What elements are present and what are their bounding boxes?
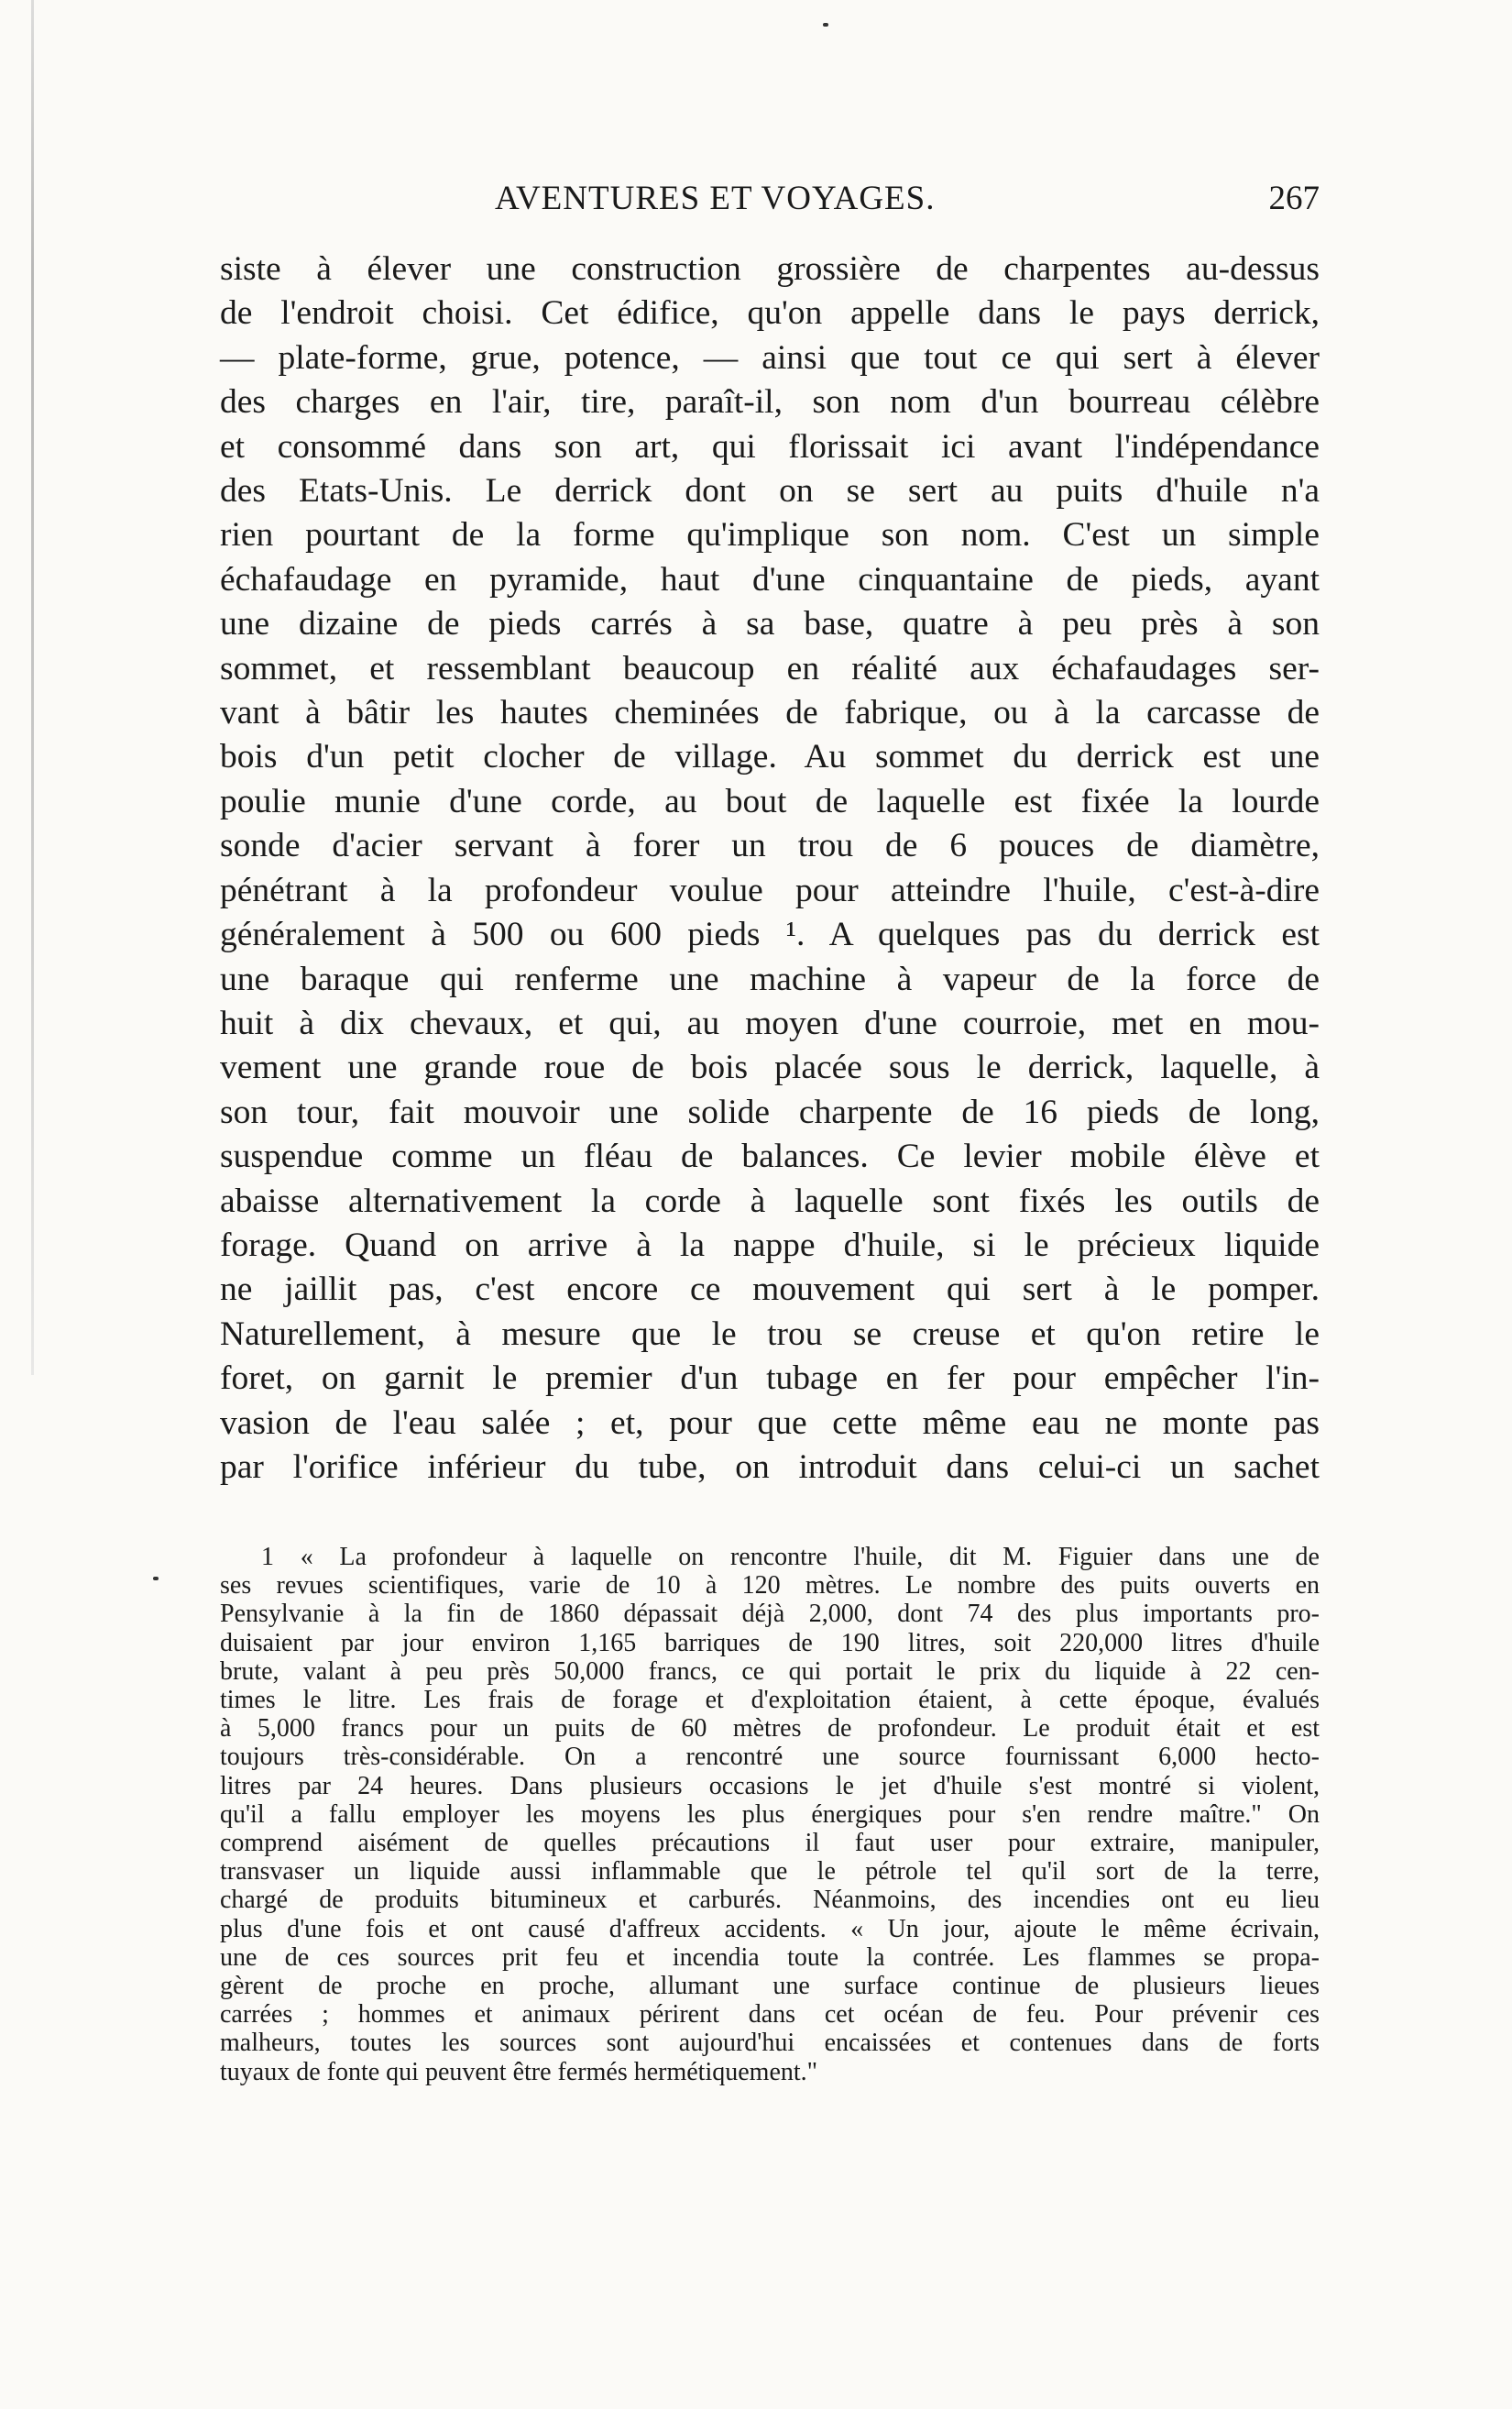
text-line: poulie munie d'une corde, au bout de laquelle est fixée la lourde xyxy=(220,782,1320,820)
text-line: bois d'un petit clocher de village. Au sommet du derrick est une xyxy=(220,738,1320,776)
scan-speck xyxy=(153,1577,159,1580)
text-line: suspendue comme un fléau de balances. Ce levier mobile élève et xyxy=(220,1138,1320,1176)
text-line: une baraque qui renferme une machine à vapeur de la force de xyxy=(220,960,1320,998)
text-line: de l'endroit choisi. Cet édifice, qu'on appelle dans le pays derrick, xyxy=(220,294,1320,333)
footnote-line: toujours très-considérable. On a rencontré une source fournissant 6,000 hecto- xyxy=(220,1743,1320,1772)
footnote-line: duisaient par jour environ 1,165 barriques de 190 litres, soit 220,000 litres d'huile xyxy=(220,1628,1320,1657)
footnote-line: carrées ; hommes et animaux périrent dans cet océan de feu. Pour prévenir ces xyxy=(220,2000,1320,2030)
text-line: des charges en l'air, tire, paraît-il, son nom d'un bourreau célèbre xyxy=(220,383,1320,422)
footnote xyxy=(220,1543,1320,2086)
footnote-line: transvaser un liquide aussi inflammable que le pétrole tel qu'il sort de la terre, xyxy=(220,1857,1320,1886)
footnote-line: malheurs, toutes les sources sont aujourd'hui encaissées et contenues dans de forts xyxy=(220,2029,1320,2058)
page-number: 267 xyxy=(1268,180,1320,217)
running-title: AVENTURES ET VOYAGES. xyxy=(495,180,936,217)
text-line: généralement à 500 ou 600 pieds ¹. A quelques pas du derrick est xyxy=(220,916,1320,954)
text-line: forage. Quand on arrive à la nappe d'huile, si le précieux liquide xyxy=(220,1226,1320,1264)
footnote-line: Pensylvanie à la fin de 1860 dépassait déjà 2,000, dont 74 des plus importants pro- xyxy=(220,1600,1320,1629)
footnote-line: qu'il a fallu employer les moyens les plus énergiques pour s'en rendre maître." On xyxy=(220,1799,1320,1829)
scan-speck xyxy=(823,23,828,27)
footnote-line: chargé de produits bitumineux et carburés. Néanmoins, des incendies ont eu lieu xyxy=(220,1886,1320,1915)
text-line: des Etats-Unis. Le derrick dont on se sert au puits d'huile n'a xyxy=(220,472,1320,511)
page-header xyxy=(220,179,1320,223)
footnote-line: ses revues scientifiques, varie de 10 à 120 mètres. Le nombre des puits ouverts en xyxy=(220,1571,1320,1600)
footnote-line: comprend aisément de quelles précautions il faut user pour extraire, manipuler, xyxy=(220,1829,1320,1858)
text-line: vant à bâtir les hautes cheminées de fabrique, ou à la carcasse de xyxy=(220,694,1320,732)
text-line: — plate-forme, grue, potence, — ainsi que tout ce qui sert à élever xyxy=(220,338,1320,377)
text-line: siste à élever une construction grossière de charpentes au-dessus xyxy=(220,250,1320,288)
footnote-line: à 5,000 francs pour un puits de 60 mètres de profondeur. Le produit était et est xyxy=(220,1714,1320,1744)
text-line: et consommé dans son art, qui florissait ici avant l'indépendance xyxy=(220,427,1320,466)
footnote-line: gèrent de proche en proche, allumant une surface continue de plusieurs lieues xyxy=(220,1972,1320,2001)
footnote-line: tuyaux de fonte qui peuvent être fermés hermétiquement." xyxy=(220,2057,818,2086)
footnote-line: brute, valant à peu près 50,000 francs, ce qui portait le prix du liquide à 22 cen- xyxy=(220,1656,1320,1686)
text-line: rien pourtant de la forme qu'implique son nom. C'est un simple xyxy=(220,516,1320,555)
text-line: huit à dix chevaux, et qui, au moyen d'une courroie, met en mou- xyxy=(220,1004,1320,1042)
text-line: abaisse alternativement la corde à laquelle sont fixés les outils de xyxy=(220,1182,1320,1220)
text-line: échafaudage en pyramide, haut d'une cinquantaine de pieds, ayant xyxy=(220,560,1320,599)
text-line: une dizaine de pieds carrés à sa base, quatre à peu près à son xyxy=(220,605,1320,644)
footnote-line: times le litre. Les frais de forage et d'exploitation étaient, à cette époque, évalués xyxy=(220,1686,1320,1715)
scan-binding-edge xyxy=(31,0,34,1375)
text-line: pénétrant à la profondeur voulue pour atteindre l'huile, c'est-à-dire xyxy=(220,871,1320,909)
text-line: sommet, et ressemblant beaucoup en réalité aux échafaudages ser- xyxy=(220,649,1320,688)
text-line: vasion de l'eau salée ; et, pour que cette même eau ne monte pas xyxy=(220,1403,1320,1442)
footnote-line: 1 « La profondeur à laquelle on rencontre l'huile, dit M. Figuier dans une de xyxy=(261,1543,1320,1571)
text-line: Naturellement, à mesure que le trou se creuse et qu'on retire le xyxy=(220,1314,1320,1353)
main-text xyxy=(220,248,1320,1490)
text-line: par l'orifice inférieur du tube, on introduit dans celui-ci un sachet xyxy=(220,1447,1320,1486)
text-line: foret, on garnit le premier d'un tubage en fer pour empêcher l'in- xyxy=(220,1359,1320,1398)
text-line: ne jaillit pas, c'est encore ce mouvement qui sert à le pomper. xyxy=(220,1270,1320,1309)
text-line: vement une grande roue de bois placée sous le derrick, laquelle, à xyxy=(220,1049,1320,1087)
footnote-line: plus d'une fois et ont causé d'affreux accidents. « Un jour, ajoute le même écrivain, xyxy=(220,1914,1320,1943)
footnote-line: litres par 24 heures. Dans plusieurs occasions le jet d'huile s'est montré si violent, xyxy=(220,1771,1320,1800)
footnote-line: une de ces sources prit feu et incendia toute la contrée. Les flammes se propa- xyxy=(220,1942,1320,1972)
text-line: sonde d'acier servant à forer un trou de 6 pouces de diamètre, xyxy=(220,827,1320,865)
text-line: son tour, fait mouvoir une solide charpente de 16 pieds de long, xyxy=(220,1093,1320,1131)
